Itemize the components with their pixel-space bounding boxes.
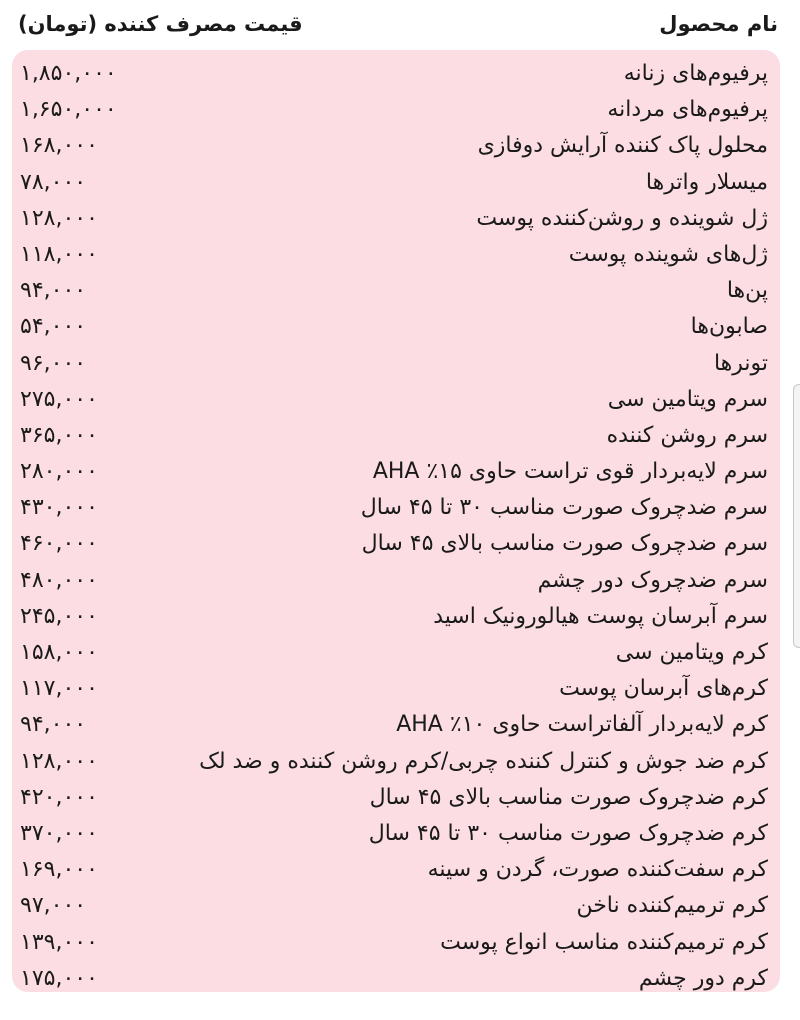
- product-name: سرم لایه‌بردار قوی تراست حاوی ۱۵٪ AHA: [372, 459, 768, 485]
- list-item: [12, 563, 780, 599]
- product-price: ۳۷۰,۰۰۰: [20, 820, 98, 846]
- list-item: [12, 418, 780, 454]
- product-price: ۴۶۰,۰۰۰: [20, 531, 98, 557]
- product-name: کرم ضد جوش و کنترل کننده چربی/کرم روشن کننده و ضد لک: [199, 748, 768, 774]
- product-price: ۲۸۰,۰۰۰: [20, 459, 98, 485]
- price-list-card: [12, 50, 780, 992]
- list-item: [12, 92, 780, 128]
- product-name: کرم ترمیم‌کننده ناخن: [576, 893, 768, 919]
- product-price: ۴۳۰,۰۰۰: [20, 495, 98, 521]
- list-item: [12, 635, 780, 671]
- product-price: ۲۴۵,۰۰۰: [20, 603, 98, 629]
- list-item: [12, 888, 780, 924]
- list-item: [12, 490, 780, 526]
- product-price: ۷۸,۰۰۰: [20, 169, 87, 195]
- product-price: ۹۴,۰۰۰: [20, 278, 87, 304]
- price-list: [12, 56, 780, 997]
- product-name: کرم لایه‌بردار آلفاتراست حاوی ۱۰٪ AHA: [396, 712, 768, 738]
- product-name: کرم ضدچروک صورت مناسب ۳۰ تا ۴۵ سال: [368, 820, 768, 846]
- column-header-product-name: نام محصول: [659, 12, 778, 36]
- product-price: ۴۲۰,۰۰۰: [20, 784, 98, 810]
- product-price: ۱۵۸,۰۰۰: [20, 640, 98, 665]
- product-name: کرم ترمیم‌کننده مناسب انواع پوست: [440, 929, 768, 955]
- product-name: کرم ضدچروک صورت مناسب بالای ۴۵ سال: [369, 784, 768, 810]
- list-item: [12, 925, 780, 961]
- scroll-handle[interactable]: [793, 384, 800, 648]
- product-name: ژل‌های شوینده پوست: [568, 241, 768, 267]
- list-item: [12, 382, 780, 418]
- product-name: ژل شوینده و روشن‌کننده پوست: [476, 205, 768, 231]
- product-name: سرم روشن کننده: [606, 422, 768, 448]
- product-name: تونرها: [713, 350, 768, 376]
- product-name: پن‌ها: [726, 278, 768, 304]
- product-name: سرم ویتامین سی: [607, 386, 768, 412]
- product-name: میسلار واترها: [645, 169, 768, 195]
- product-price: ۴۸۰,۰۰۰: [20, 567, 98, 593]
- product-name: محلول پاک کننده آرایش دوفازی: [477, 133, 768, 159]
- list-item: [12, 273, 780, 309]
- product-price: ۲۷۵,۰۰۰: [20, 386, 98, 412]
- list-item: [12, 56, 780, 92]
- list-item: [12, 309, 780, 345]
- list-item: [12, 707, 780, 743]
- product-price: ۳۶۵,۰۰۰: [20, 422, 98, 448]
- product-name: سرم ضدچروک صورت مناسب ۳۰ تا ۴۵ سال: [360, 495, 768, 521]
- product-name: سرم آبرسان پوست هیالورونیک اسید: [433, 603, 768, 629]
- product-name: صابون‌ها: [690, 314, 768, 340]
- product-price: ۹۶,۰۰۰: [20, 350, 87, 376]
- product-price: ۱,۸۵۰,۰۰۰: [20, 61, 117, 86]
- list-item: [12, 454, 780, 490]
- list-item: [12, 128, 780, 164]
- product-price: ۹۴,۰۰۰: [20, 712, 87, 738]
- product-price: ۱۱۷,۰۰۰: [20, 676, 98, 702]
- product-name: کرم ویتامین سی: [615, 640, 768, 665]
- list-item: [12, 526, 780, 562]
- product-name: کرم‌های آبرسان پوست: [559, 676, 768, 702]
- column-header-consumer-price: قیمت مصرف کننده (تومان): [18, 12, 303, 36]
- list-item: [12, 961, 780, 997]
- product-name: پرفیوم‌های زنانه: [623, 61, 768, 86]
- list-item: [12, 165, 780, 201]
- table-header: [0, 0, 800, 50]
- product-name: پرفیوم‌های مردانه: [607, 97, 768, 123]
- list-item: [12, 237, 780, 273]
- list-item: [12, 346, 780, 382]
- product-price: ۱,۶۵۰,۰۰۰: [20, 97, 117, 123]
- list-item: [12, 599, 780, 635]
- list-item: [12, 816, 780, 852]
- list-item: [12, 780, 780, 816]
- product-price: ۱۳۹,۰۰۰: [20, 929, 98, 955]
- product-price: ۱۷۵,۰۰۰: [20, 965, 98, 991]
- product-name: سرم ضدچروک صورت مناسب بالای ۴۵ سال: [361, 531, 768, 557]
- product-price: ۹۷,۰۰۰: [20, 893, 87, 919]
- product-price: ۱۲۸,۰۰۰: [20, 205, 98, 231]
- list-item: [12, 201, 780, 237]
- list-item: [12, 852, 780, 888]
- product-name: سرم ضدچروک دور چشم: [537, 567, 768, 593]
- product-price: ۱۱۸,۰۰۰: [20, 241, 98, 267]
- product-price: ۱۶۹,۰۰۰: [20, 857, 98, 883]
- product-price: ۱۲۸,۰۰۰: [20, 748, 98, 774]
- product-price: ۱۶۸,۰۰۰: [20, 133, 98, 159]
- product-name: کرم سفت‌کننده صورت، گردن و سینه: [427, 857, 768, 883]
- product-name: کرم دور چشم: [638, 965, 768, 991]
- list-item: [12, 671, 780, 707]
- product-price: ۵۴,۰۰۰: [20, 314, 87, 340]
- list-item: [12, 744, 780, 780]
